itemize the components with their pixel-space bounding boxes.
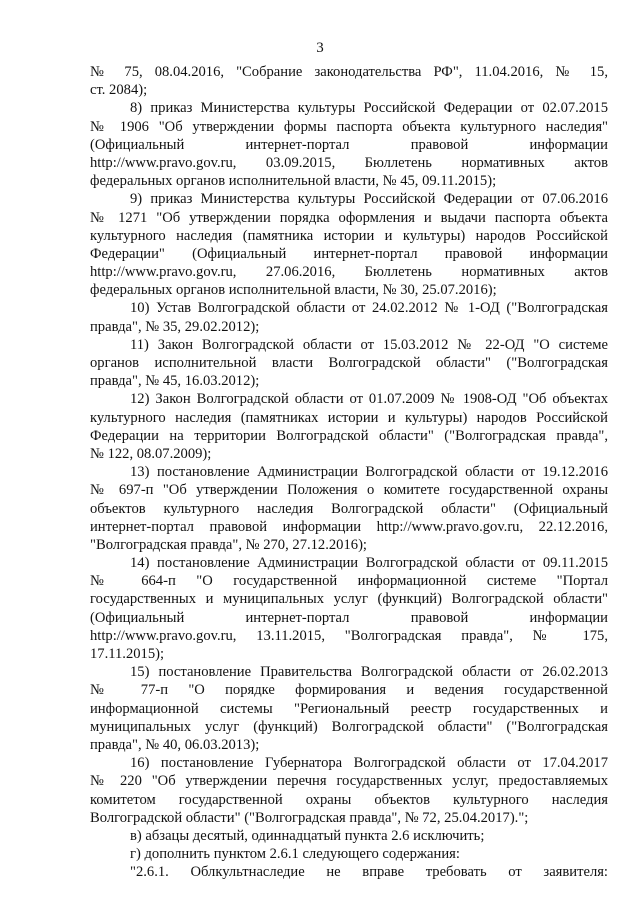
text-line: 15) постановление Правительства Волгоградской области от 26.02.2013 [130,664,608,681]
text-line: интернет-портал правовой информации http://www.pravo.gov.ru, 22.12.2016, [90,518,608,535]
text-line: "Волгоградская правда", № 270, 27.12.2016); [90,536,367,553]
text-line: 10) Устав Волгоградской области от 24.02.2012 № 1-ОД ("Волгоградская [130,300,608,317]
text-line: ст. 2084); [90,82,148,99]
text-line: Волгоградской области" ("Волгоградская правда", № 72, 25.04.2017)."; [90,809,529,826]
text-line: № 1271 "Об утверждении порядка оформления и выдачи паспорта объекта [90,209,608,226]
text-line: муниципальных услуг (функций) Волгоградской области" ("Волгоградская [90,718,608,735]
text-line: 16) постановление Губернатора Волгоградской области от 17.04.2017 [130,755,608,772]
text-line: правда", № 35, 29.02.2012); [90,318,260,335]
text-line: правда", № 40, 06.03.2013); [90,736,260,753]
text-line: (Официальный интернет-портал правовой информации [90,609,608,626]
text-line: Федерации на территории Волгоградской области" ("Волгоградская правда", [90,427,608,444]
text-line: объектов культурного наследия Волгоградской области" (Официальный [90,500,608,517]
text-line: № 77-п "О порядке формирования и ведения государственной [90,682,608,699]
text-line: 8) приказ Министерства культуры Российской Федерации от 02.07.2015 [130,100,608,117]
text-line: г) дополнить пунктом 2.6.1 следующего содержания: [130,846,460,863]
text-line: в) абзацы десятый, одиннадцатый пункта 2.6 исключить; [130,827,485,844]
text-line: № 122, 08.07.2009); [90,445,212,462]
page-number: 3 [316,40,324,56]
text-line: № 1906 "Об утверждении формы паспорта объекта культурного наследия" [90,118,608,135]
text-line: информационной системы "Региональный реестр государственных и [90,700,608,717]
text-line: органов исполнительной власти Волгоградской области" ("Волгоградская [90,355,608,371]
text-line: федеральных органов исполнительной власти, № 30, 25.07.2016); [90,282,497,299]
text-line: федеральных органов исполнительной власти, № 45, 09.11.2015); [90,173,497,190]
text-line: культурного наследия (памятниках истории и культуры) народов Российской [90,409,608,426]
text-line: № 697-п "Об утверждении Положения о комитете государственной охраны [90,482,608,499]
text-line: № 664-п "О государственной информационной системе "Портал [90,573,608,590]
text-line: комитетом государственной охраны объектов культурного наследия [90,791,608,808]
text-line: 13) постановление Администрации Волгоградской области от 19.12.2016 [130,464,608,481]
text-line: http://www.pravo.gov.ru, 03.09.2015, Бюллетень нормативных актов [90,154,608,171]
text-line: (Официальный интернет-портал правовой информации [90,136,608,153]
text-line: 9) приказ Министерства культуры Российской Федерации от 07.06.2016 [130,191,608,208]
text-line: http://www.pravo.gov.ru, 13.11.2015, "Волгоградская правда", № 175, [90,627,608,644]
text-line: "2.6.1. Облкультнаследие не вправе требовать от заявителя: [130,864,608,881]
text-line: № 75, 08.04.2016, "Собрание законодательства РФ", 11.04.2016, № 15, [90,64,608,80]
text-line: 17.11.2015); [90,646,165,662]
text-line: 11) Закон Волгоградской области от 15.03.2012 № 22-ОД "О системе [130,336,608,353]
text-line: культурного наследия (памятника истории и культуры) народов Российской [90,227,608,244]
text-line: http://www.pravo.gov.ru, 27.06.2016, Бюллетень нормативных актов [90,264,608,281]
text-line: Федерации" (Официальный интернет-портал правовой информации [90,245,608,262]
document-body [90,63,608,881]
text-line: правда", № 45, 16.03.2012); [90,373,260,390]
text-line: 14) постановление Администрации Волгоградской области от 09.11.2015 [130,555,608,572]
text-line: государственных и муниципальных услуг (функций) Волгоградской области" [90,591,608,608]
text-line: № 220 "Об утверждении перечня государственных услуг, предоставляемых [90,773,608,790]
text-line: 12) Закон Волгоградской области от 01.07.2009 № 1908-ОД "Об объектах [130,391,608,408]
